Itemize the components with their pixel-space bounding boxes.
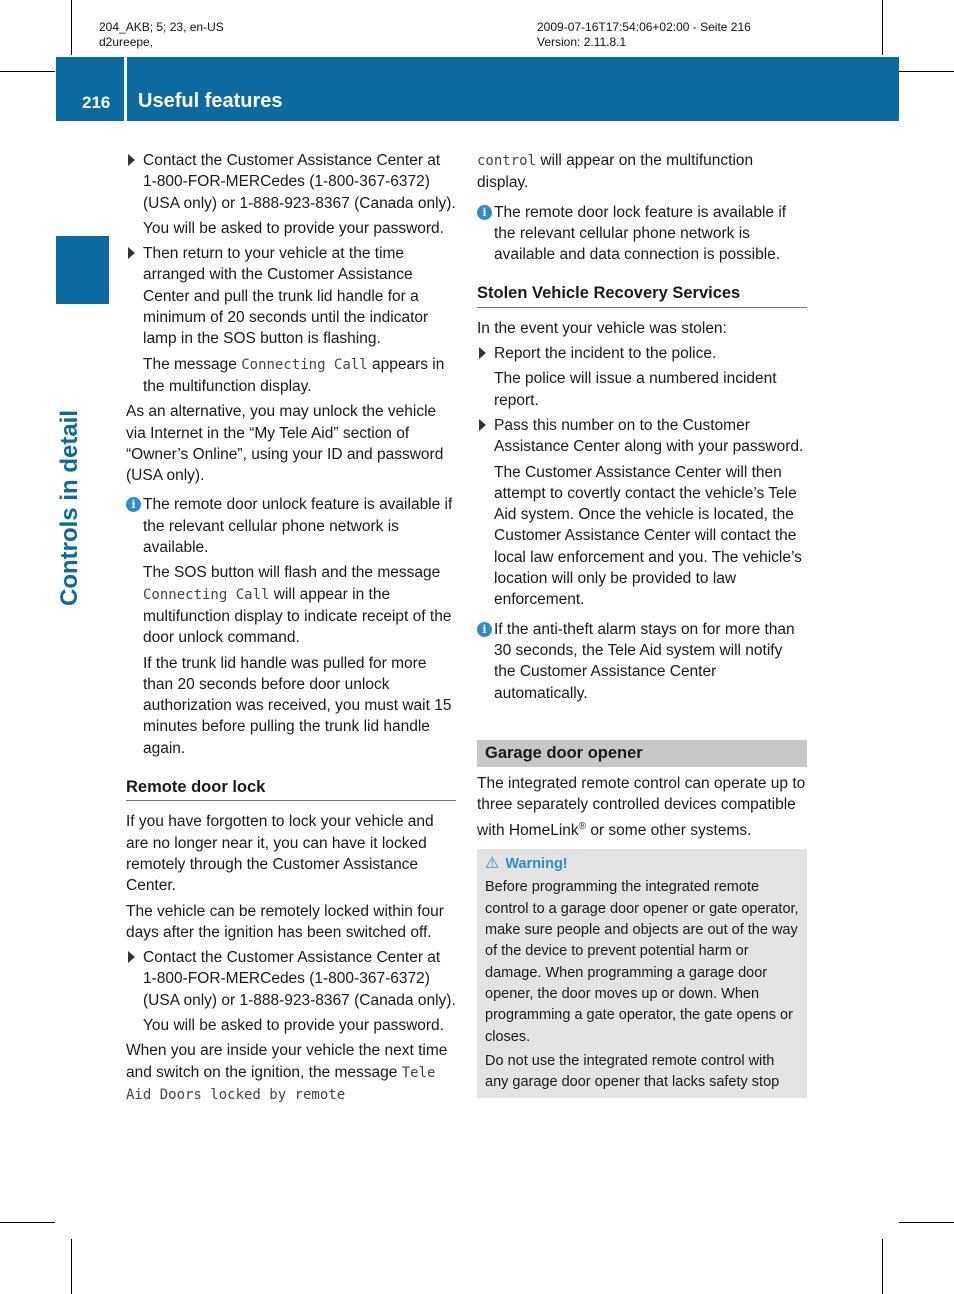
print-meta-right: 2009-07-16T17:54:06+02:00 - Seite 216 Version: 2.11.8.1 (537, 20, 751, 49)
chapter-banner (56, 57, 899, 121)
step-result: You will be asked to provide your password. (143, 219, 444, 237)
section-heading-box: Garage door opener (477, 740, 807, 767)
chapter-title: Useful features (138, 90, 283, 112)
paragraph: In the event your vehicle was stolen: (477, 319, 727, 337)
warning-heading: ⚠ Warning! (485, 853, 799, 875)
crop-mark (882, 0, 883, 55)
paragraph: If you have forgotten to lock your vehicle and are no longer near it, you can have it locked remotely through the Customer Assistance Center. (126, 813, 434, 895)
crop-mark (71, 0, 72, 55)
info-icon: i (477, 622, 492, 637)
info-note: i The remote door unlock feature is available if the relevant cellular phone network is available. (126, 494, 456, 558)
warning-triangle-icon: ⚠ (485, 855, 500, 873)
paragraph: When you are inside your vehicle the next time and switch on the ignition, the message Tele Aid Doors locked by remote (126, 1042, 448, 1103)
crop-mark (882, 1239, 883, 1294)
print-meta-left: 204_AKB; 5; 23, en-US d2ureepe, (99, 20, 224, 49)
info-note-text: If the trunk lid handle was pulled for more than 20 seconds before door unlock authorization was received, you must wait 15 minutes before pulling the trunk lid handle again. (143, 654, 452, 757)
banner-divider (124, 57, 127, 121)
crop-mark (899, 1222, 954, 1223)
display-message: Connecting Call (241, 356, 368, 373)
page-number: 216 (82, 93, 111, 112)
arrow-icon (479, 347, 486, 359)
arrow-icon (479, 419, 486, 431)
warning-box (477, 849, 807, 1098)
warning-text: Do not use the integrated remote control with any garage door opener that lacks safety stop (485, 1052, 780, 1091)
paragraph: As an alternative, you may unlock the vehicle via Internet in the “My Tele Aid” section of “Owner’s Online”, using your ID and password (USA only). (126, 403, 444, 485)
sidebar-tab (56, 236, 109, 304)
right-column (477, 150, 807, 1098)
display-message: Tele Aid Doors locked by remote (126, 1064, 436, 1103)
step-result: The message Connecting Call appears in the multifunction display. (143, 355, 445, 395)
info-note: i The remote door lock feature is available if the relevant cellular phone network is available and data connection is possible. (477, 202, 807, 266)
display-message: Connecting Call (143, 586, 270, 603)
info-icon: i (477, 205, 492, 220)
step-result: The police will issue a numbered incident report. (494, 370, 777, 409)
paragraph: control will appear on the multifunction display. (477, 152, 754, 192)
section-heading: Remote door lock (126, 777, 456, 801)
instruction-step: Contact the Customer Assistance Center at 1-800-FOR-MERCedes (1-800-367-6372) (USA only) or 1-888-923-8367 (Canada only). (126, 947, 456, 1011)
display-message: control (477, 153, 537, 169)
instruction-step: Pass this number on to the Customer Assistance Center along with your password. (477, 415, 807, 458)
crop-mark (0, 1222, 55, 1223)
paragraph: The integrated remote control can operate up to three separately controlled devices compatible with HomeLink® or some other systems. (477, 775, 806, 839)
info-icon: i (126, 497, 141, 512)
arrow-icon (128, 154, 135, 166)
warning-text: Before programming the integrated remote control to a garage door opener or gate operator, make sure people and objects are out of the way of the device to prevent potential harm or damage. When programming a garage door opener, the door moves up or down. When programming a gate operator, the gate opens or closes. (485, 879, 799, 1045)
info-note: i If the anti-theft alarm stays on for more than 30 seconds, the Tele Aid system will notify the Customer Assistance Center automatically. (477, 619, 807, 704)
crop-mark (0, 71, 55, 72)
paragraph: The vehicle can be remotely locked within four days after the ignition has been switched off. (126, 902, 444, 941)
step-result: You will be asked to provide your password. (143, 1016, 444, 1034)
instruction-step: Report the incident to the police. (477, 343, 807, 364)
instruction-step: Contact the Customer Assistance Center at 1-800-FOR-MERCedes (1-800-367-6372) (USA only) or 1-888-923-8367 (Canada only). (126, 150, 456, 214)
step-result: The Customer Assistance Center will then attempt to covertly contact the vehicle’s Tele Aid system. Once the vehicle is located, the Customer Assistance Center will contact the local law enforcement and you. The vehicle’s location will only be provided to law enforcement. (494, 463, 802, 609)
crop-mark (899, 71, 954, 72)
arrow-icon (128, 247, 135, 259)
crop-mark (71, 1239, 72, 1294)
section-heading: Stolen Vehicle Recovery Services (477, 283, 807, 307)
info-note-text: The SOS button will flash and the message Connecting Call will appear in the multifunction display to indicate receipt of the door unlock command. (143, 564, 452, 647)
instruction-step: Then return to your vehicle at the time arranged with the Customer Assistance Center and pull the trunk lid handle for a minimum of 20 seconds until the indicator lamp in the SOS button is flashing. (126, 243, 456, 349)
arrow-icon (128, 951, 135, 963)
left-column (126, 150, 456, 1110)
